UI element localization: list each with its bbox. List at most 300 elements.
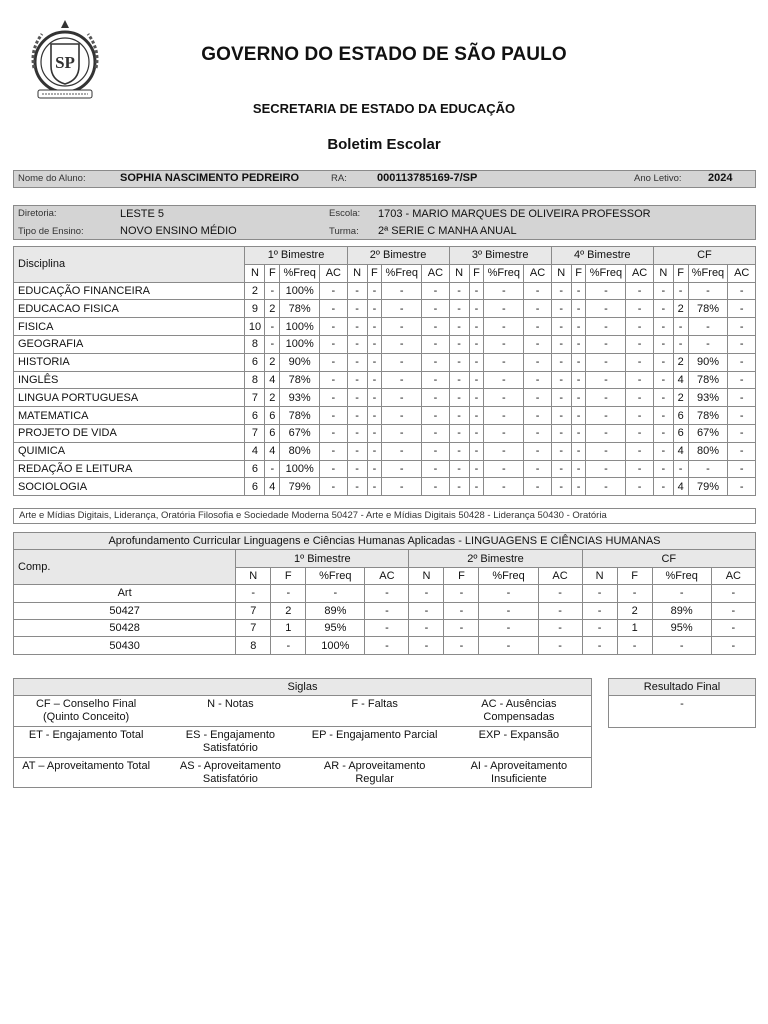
- grade-cell: 7: [236, 602, 271, 619]
- grade-cell: -: [484, 318, 524, 336]
- grade-cell: 100%: [280, 282, 320, 300]
- grade-cell: -: [422, 424, 449, 442]
- grade-cell: -: [320, 478, 347, 496]
- grade-cell: -: [422, 353, 449, 371]
- grade-cell: -: [347, 389, 367, 407]
- grade-cell: -: [653, 371, 673, 389]
- sigla-item: ET - Engajamento Total: [14, 727, 158, 758]
- grade-cell: -: [347, 371, 367, 389]
- grade-cell: 7: [245, 389, 265, 407]
- grade-cell: 100%: [306, 637, 365, 654]
- grade-cell: -: [320, 282, 347, 300]
- siglas-title: Siglas: [14, 679, 591, 696]
- grade-cell: -: [626, 460, 653, 478]
- grade-cell: -: [449, 478, 469, 496]
- year-value: 2024: [708, 172, 733, 184]
- grade-cell: -: [444, 602, 479, 619]
- grade-cell: -: [265, 318, 280, 336]
- table-row: [14, 637, 756, 654]
- grade-cell: -: [728, 300, 756, 318]
- subheader-cell: %Freq: [652, 567, 711, 584]
- grade-cell: -: [382, 318, 422, 336]
- school-info-bar: [13, 205, 756, 240]
- sigla-item: AR - Aproveitamento Regular: [323, 760, 426, 785]
- grade-cell: -: [449, 424, 469, 442]
- grade-cell: -: [409, 602, 444, 619]
- final-result-value: -: [680, 698, 684, 710]
- discipline-name: QUIMICA: [14, 442, 245, 460]
- grade-cell: -: [306, 585, 365, 602]
- discipline-name: REDAÇÃO E LEITURA: [14, 460, 245, 478]
- discipline-name: FISICA: [14, 318, 245, 336]
- grade-cell: -: [582, 585, 617, 602]
- grade-cell: -: [524, 300, 551, 318]
- table-row: [14, 442, 756, 460]
- grade-cell: -: [347, 353, 367, 371]
- grade-cell: -: [265, 335, 280, 353]
- grade-cell: -: [571, 335, 586, 353]
- aprof-title: Aprofundamento Curricular Linguagens e Ciências Humanas Aplicadas - LINGUAGENS E CIÊNCIAS HUMANAS: [14, 533, 756, 550]
- grade-cell: -: [484, 353, 524, 371]
- grade-cell: -: [571, 407, 586, 425]
- grade-cell: -: [571, 424, 586, 442]
- grade-cell: -: [617, 585, 652, 602]
- table-row: [14, 389, 756, 407]
- grade-cell: -: [728, 353, 756, 371]
- component-name: Art: [14, 585, 236, 602]
- grade-cell: 2: [673, 389, 688, 407]
- grade-cell: -: [626, 282, 653, 300]
- subheader-cell: N: [653, 264, 673, 282]
- grade-cell: -: [571, 282, 586, 300]
- grade-cell: -: [571, 371, 586, 389]
- grade-cell: -: [265, 282, 280, 300]
- grade-cell: -: [653, 335, 673, 353]
- grade-cell: -: [551, 424, 571, 442]
- grade-cell: -: [469, 335, 484, 353]
- grade-cell: -: [484, 407, 524, 425]
- escola-value: 1703 - MARIO MARQUES DE OLIVEIRA PROFESSOR: [378, 208, 651, 220]
- grade-cell: -: [367, 371, 382, 389]
- grade-cell: -: [449, 407, 469, 425]
- grade-cell: -: [571, 389, 586, 407]
- grade-cell: -: [524, 318, 551, 336]
- diretoria-label: Diretoria:: [18, 208, 57, 219]
- subheader-cell: %Freq: [479, 567, 538, 584]
- grade-cell: -: [409, 585, 444, 602]
- grade-cell: -: [551, 478, 571, 496]
- grade-cell: -: [449, 389, 469, 407]
- grade-cell: 6: [265, 424, 280, 442]
- discipline-name: LINGUA PORTUGUESA: [14, 389, 245, 407]
- grade-cell: -: [422, 371, 449, 389]
- sigla-item: ES - Engajamento Satisfatório: [158, 727, 302, 758]
- grade-cell: -: [382, 335, 422, 353]
- grade-cell: -: [551, 335, 571, 353]
- grade-cell: -: [711, 585, 755, 602]
- grade-cell: -: [422, 335, 449, 353]
- grade-cell: -: [484, 442, 524, 460]
- student-name-label: Nome do Aluno:: [18, 173, 86, 184]
- grade-cell: -: [728, 442, 756, 460]
- grade-cell: -: [551, 300, 571, 318]
- grade-cell: -: [449, 353, 469, 371]
- escola-label: Escola:: [329, 208, 361, 219]
- student-name: SOPHIA NASCIMENTO PEDREIRO: [120, 172, 300, 184]
- grade-cell: -: [626, 353, 653, 371]
- grade-cell: -: [571, 460, 586, 478]
- grade-cell: -: [586, 389, 626, 407]
- grade-cell: -: [367, 407, 382, 425]
- grade-cell: -: [365, 585, 409, 602]
- grade-cell: 6: [265, 407, 280, 425]
- grade-cell: -: [320, 389, 347, 407]
- sigla-item: EP - Engajamento Parcial: [303, 727, 447, 758]
- grade-cell: -: [382, 371, 422, 389]
- grade-cell: -: [653, 282, 673, 300]
- grade-cell: 2: [271, 602, 306, 619]
- grade-cell: -: [320, 335, 347, 353]
- grade-cell: 4: [265, 442, 280, 460]
- grade-cell: -: [382, 478, 422, 496]
- grade-cell: -: [367, 300, 382, 318]
- grade-cell: -: [449, 335, 469, 353]
- grade-cell: 9: [245, 300, 265, 318]
- grade-cell: -: [484, 389, 524, 407]
- subheader-cell: F: [367, 264, 382, 282]
- grade-cell: -: [469, 318, 484, 336]
- component-name: 50430: [14, 637, 236, 654]
- grade-cell: -: [652, 585, 711, 602]
- discipline-name: HISTORIA: [14, 353, 245, 371]
- grades-table: [13, 246, 756, 496]
- table-row: [14, 318, 756, 336]
- grade-cell: 7: [236, 619, 271, 636]
- grade-cell: 2: [673, 353, 688, 371]
- grade-cell: -: [422, 282, 449, 300]
- turma-value: 2ª SERIE C MANHA ANUAL: [378, 225, 517, 237]
- grade-cell: -: [367, 460, 382, 478]
- period-header: 1º Bimestre: [236, 550, 409, 567]
- subheader-cell: AC: [626, 264, 653, 282]
- subheader-cell: F: [469, 264, 484, 282]
- grade-cell: -: [444, 619, 479, 636]
- table-row: [14, 460, 756, 478]
- grade-cell: -: [469, 353, 484, 371]
- table-row: [14, 478, 756, 496]
- grade-cell: 95%: [652, 619, 711, 636]
- grade-cell: -: [551, 282, 571, 300]
- grade-cell: -: [469, 460, 484, 478]
- components-note: Arte e Mídias Digitais, Liderança, Oratória Filosofia e Sociedade Moderna 50427 - Arte e Mídias Digitais 50428 - Liderança 50430 - Oratória: [13, 508, 756, 524]
- period-header: CF: [653, 247, 755, 265]
- grade-cell: -: [479, 602, 538, 619]
- grade-cell: 100%: [280, 318, 320, 336]
- grade-cell: 2: [673, 300, 688, 318]
- grade-cell: -: [586, 407, 626, 425]
- subheader-cell: %Freq: [382, 264, 422, 282]
- grade-cell: -: [626, 407, 653, 425]
- grade-cell: -: [571, 478, 586, 496]
- grade-cell: 6: [245, 478, 265, 496]
- grade-cell: 78%: [280, 300, 320, 318]
- grade-cell: -: [320, 460, 347, 478]
- discipline-name: PROJETO DE VIDA: [14, 424, 245, 442]
- grade-cell: -: [551, 407, 571, 425]
- sigla-item: AT – Aproveitamento Total: [22, 760, 151, 772]
- tipo-ensino-value: NOVO ENSINO MÉDIO: [120, 225, 237, 237]
- turma-label: Turma:: [329, 226, 359, 237]
- grade-cell: -: [236, 585, 271, 602]
- grade-cell: -: [626, 335, 653, 353]
- subheader-cell: AC: [538, 567, 582, 584]
- grade-cell: 78%: [688, 407, 728, 425]
- grade-cell: -: [484, 335, 524, 353]
- grade-cell: -: [382, 442, 422, 460]
- grade-cell: -: [626, 389, 653, 407]
- grade-cell: 6: [673, 407, 688, 425]
- grade-cell: 89%: [652, 602, 711, 619]
- grade-cell: -: [320, 318, 347, 336]
- grade-cell: 2: [617, 602, 652, 619]
- discipline-name: SOCIOLOGIA: [14, 478, 245, 496]
- grade-cell: -: [479, 619, 538, 636]
- ra-value: 000113785169-7/SP: [377, 172, 478, 184]
- grade-cell: 79%: [688, 478, 728, 496]
- grade-cell: -: [582, 619, 617, 636]
- grade-cell: -: [582, 637, 617, 654]
- document-title: Boletim Escolar: [327, 136, 441, 153]
- grade-cell: 1: [271, 619, 306, 636]
- discipline-name: EDUCACAO FISICA: [14, 300, 245, 318]
- grade-cell: 10: [245, 318, 265, 336]
- grade-cell: -: [367, 389, 382, 407]
- component-name: 50428: [14, 619, 236, 636]
- sigla-item: EXP - Expansão: [447, 727, 591, 758]
- grade-cell: 80%: [280, 442, 320, 460]
- grade-cell: 4: [673, 371, 688, 389]
- grade-cell: -: [586, 460, 626, 478]
- grade-cell: -: [449, 371, 469, 389]
- grade-cell: -: [653, 407, 673, 425]
- grade-cell: -: [728, 318, 756, 336]
- grade-cell: -: [586, 478, 626, 496]
- subheader-cell: %Freq: [688, 264, 728, 282]
- grade-cell: -: [688, 318, 728, 336]
- grade-cell: 2: [245, 282, 265, 300]
- grade-cell: 93%: [688, 389, 728, 407]
- grade-cell: 90%: [688, 353, 728, 371]
- grade-cell: -: [673, 460, 688, 478]
- grade-cell: -: [728, 389, 756, 407]
- grade-cell: -: [653, 442, 673, 460]
- grade-cell: -: [422, 300, 449, 318]
- grade-cell: -: [347, 300, 367, 318]
- grade-cell: -: [479, 585, 538, 602]
- grade-cell: 4: [265, 478, 280, 496]
- grade-cell: 79%: [280, 478, 320, 496]
- grade-cell: -: [653, 424, 673, 442]
- grade-cell: -: [711, 637, 755, 654]
- final-result-box: [608, 678, 756, 728]
- grade-cell: -: [626, 442, 653, 460]
- grade-cell: -: [653, 460, 673, 478]
- table-row: [14, 371, 756, 389]
- subheader-cell: N: [551, 264, 571, 282]
- grade-cell: -: [479, 637, 538, 654]
- grade-cell: 1: [617, 619, 652, 636]
- grade-cell: -: [586, 424, 626, 442]
- year-label: Ano Letivo:: [634, 173, 682, 184]
- discipline-name: GEOGRAFIA: [14, 335, 245, 353]
- table-row: [14, 424, 756, 442]
- grade-cell: -: [571, 318, 586, 336]
- grade-cell: -: [571, 300, 586, 318]
- grade-cell: -: [728, 371, 756, 389]
- subheader-cell: F: [265, 264, 280, 282]
- grade-cell: 8: [236, 637, 271, 654]
- grade-cell: -: [320, 424, 347, 442]
- grade-cell: -: [444, 637, 479, 654]
- grade-cell: -: [524, 424, 551, 442]
- grade-cell: -: [626, 318, 653, 336]
- grade-cell: -: [367, 335, 382, 353]
- grade-cell: -: [524, 442, 551, 460]
- grade-cell: -: [449, 442, 469, 460]
- subheader-cell: %Freq: [306, 567, 365, 584]
- grade-cell: -: [469, 371, 484, 389]
- grade-cell: -: [571, 442, 586, 460]
- grade-cell: -: [347, 442, 367, 460]
- grade-cell: 2: [265, 300, 280, 318]
- grade-cell: 8: [245, 371, 265, 389]
- grade-cell: -: [347, 460, 367, 478]
- grade-cell: -: [422, 318, 449, 336]
- grade-cell: -: [484, 371, 524, 389]
- government-title: GOVERNO DO ESTADO DE SÃO PAULO: [201, 44, 567, 65]
- sigla-item: AI - Aproveitamento Insuficiente: [470, 760, 568, 785]
- grade-cell: -: [586, 300, 626, 318]
- grade-cell: -: [367, 282, 382, 300]
- grade-cell: -: [469, 282, 484, 300]
- grade-cell: -: [320, 353, 347, 371]
- grade-cell: -: [653, 353, 673, 371]
- grade-cell: -: [422, 478, 449, 496]
- grade-cell: -: [728, 407, 756, 425]
- table-row: [14, 407, 756, 425]
- grade-cell: -: [367, 424, 382, 442]
- sigla-item: CF – Conselho Final (Quinto Conceito): [14, 696, 158, 727]
- grade-cell: -: [382, 282, 422, 300]
- grade-cell: -: [626, 371, 653, 389]
- grade-cell: -: [367, 353, 382, 371]
- grade-cell: -: [484, 478, 524, 496]
- grade-cell: -: [449, 460, 469, 478]
- grade-cell: 93%: [280, 389, 320, 407]
- subheader-cell: F: [271, 567, 306, 584]
- grade-cell: -: [347, 424, 367, 442]
- grade-cell: 6: [245, 353, 265, 371]
- period-header: 3º Bimestre: [449, 247, 551, 265]
- diretoria-value: LESTE 5: [120, 208, 165, 220]
- subheader-cell: N: [449, 264, 469, 282]
- grade-cell: -: [688, 335, 728, 353]
- subheader-cell: F: [571, 264, 586, 282]
- sigla-item: F - Faltas: [303, 696, 447, 727]
- sigla-item: N - Notas: [158, 696, 302, 727]
- aprof-header-row: [14, 550, 756, 567]
- grade-cell: 2: [265, 353, 280, 371]
- grade-cell: -: [653, 300, 673, 318]
- table-row: [14, 282, 756, 300]
- grade-cell: -: [422, 407, 449, 425]
- grade-cell: 90%: [280, 353, 320, 371]
- grade-cell: -: [484, 424, 524, 442]
- grade-cell: -: [728, 460, 756, 478]
- grade-cell: -: [652, 637, 711, 654]
- subheader-cell: AC: [524, 264, 551, 282]
- grade-cell: -: [382, 389, 422, 407]
- grade-cell: 78%: [688, 371, 728, 389]
- grade-cell: -: [524, 282, 551, 300]
- subheader-cell: AC: [320, 264, 347, 282]
- grade-cell: -: [538, 637, 582, 654]
- grade-cell: -: [265, 460, 280, 478]
- grade-cell: -: [728, 335, 756, 353]
- subheader-cell: F: [673, 264, 688, 282]
- grade-cell: -: [524, 389, 551, 407]
- subheader-cell: %Freq: [280, 264, 320, 282]
- grade-cell: -: [271, 637, 306, 654]
- grade-cell: 67%: [688, 424, 728, 442]
- discipline-name: EDUCAÇÃO FINANCEIRA: [14, 282, 245, 300]
- grade-cell: -: [551, 442, 571, 460]
- grade-cell: -: [711, 602, 755, 619]
- period-header: 1º Bimestre: [245, 247, 347, 265]
- table-row: [14, 585, 756, 602]
- grade-cell: -: [551, 389, 571, 407]
- subheader-cell: %Freq: [586, 264, 626, 282]
- grade-cell: -: [728, 424, 756, 442]
- table-row: [14, 602, 756, 619]
- grade-cell: -: [469, 407, 484, 425]
- grade-cell: -: [626, 478, 653, 496]
- table-row: [14, 353, 756, 371]
- grade-cell: 8: [245, 335, 265, 353]
- table-row: [14, 300, 756, 318]
- grade-cell: -: [449, 318, 469, 336]
- grade-cell: -: [728, 282, 756, 300]
- grade-cell: -: [538, 619, 582, 636]
- grade-cell: 67%: [280, 424, 320, 442]
- grade-cell: -: [586, 371, 626, 389]
- grade-cell: -: [422, 389, 449, 407]
- grade-cell: -: [382, 460, 422, 478]
- grade-cell: -: [347, 478, 367, 496]
- grade-cell: 4: [265, 371, 280, 389]
- grade-cell: -: [653, 389, 673, 407]
- grade-cell: 78%: [280, 371, 320, 389]
- table-row: [14, 619, 756, 636]
- grade-cell: -: [271, 585, 306, 602]
- grade-cell: -: [538, 585, 582, 602]
- subheader-cell: AC: [422, 264, 449, 282]
- grade-cell: 100%: [280, 335, 320, 353]
- subheader-cell: F: [617, 567, 652, 584]
- subheader-cell: AC: [711, 567, 755, 584]
- grade-cell: -: [711, 619, 755, 636]
- sigla-item: AC - Ausências Compensadas: [447, 696, 591, 727]
